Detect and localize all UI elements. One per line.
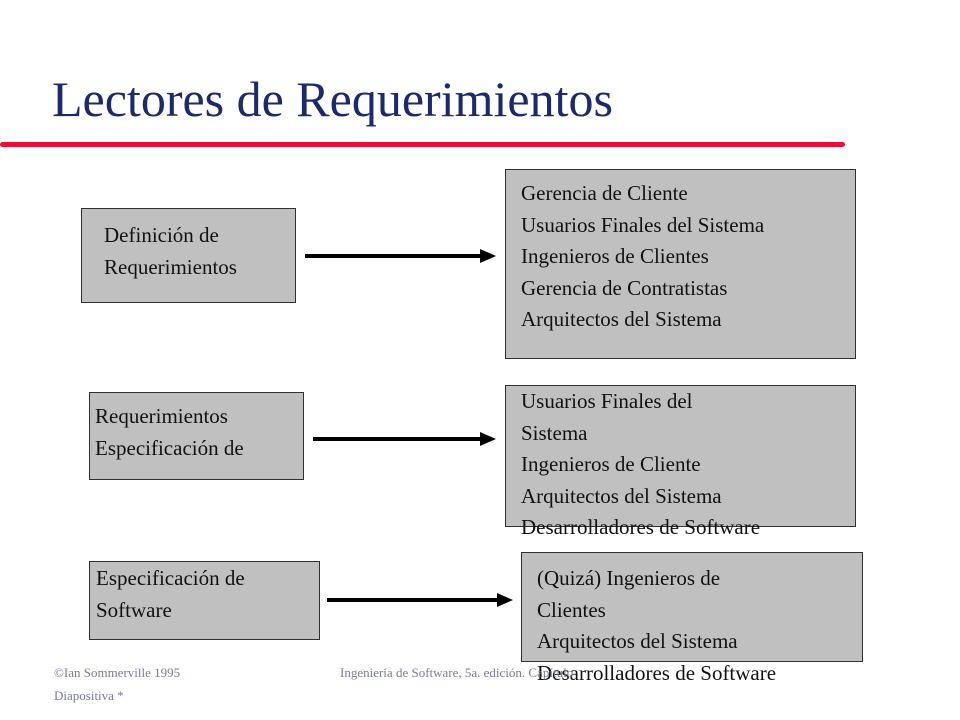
reader-item: Desarrolladores de Software [521, 515, 761, 539]
reader-item: Gerencia de Contratistas [521, 275, 728, 300]
reader-item: Usuarios Finales del Sistema [521, 212, 765, 237]
source-line: Requerimientos [104, 254, 237, 279]
reader-item: Arquitectos del Sistema [521, 483, 722, 508]
arrowhead-software-specification [497, 593, 513, 607]
reader-item: Arquitectos del Sistema [537, 629, 738, 653]
slide-title: Lectores de Requerimientos [52, 71, 613, 127]
reader-item: Clientes [537, 597, 606, 622]
arrowhead-requirements-definition [480, 249, 496, 263]
footer-slide-number: Diapositiva * [54, 688, 124, 703]
source-line: Especificación de [96, 566, 245, 590]
source-line: Requerimientos [95, 404, 228, 428]
source-line: Software [96, 597, 172, 622]
reader-item: Desarrolladores de Software [537, 660, 777, 685]
source-line: Definición de [104, 223, 219, 247]
footer-course: Ingeniería de Software, 5a. edición. Capítulo [340, 665, 574, 680]
reader-item: Ingenieros de Cliente [521, 452, 701, 476]
arrowhead-requirements-specification [480, 432, 496, 446]
footer-author: ©Ian Sommerville 1995 [54, 665, 181, 680]
reader-item: Gerencia de Cliente [521, 181, 688, 205]
reader-item: Ingenieros de Clientes [521, 244, 709, 268]
reader-item: Usuarios Finales del [521, 389, 693, 413]
reader-item: (Quizá) Ingenieros de [537, 566, 721, 590]
reader-item: Arquitectos del Sistema [521, 307, 722, 331]
source-line: Especificación de [95, 435, 244, 460]
reader-item: Sistema [521, 420, 588, 445]
